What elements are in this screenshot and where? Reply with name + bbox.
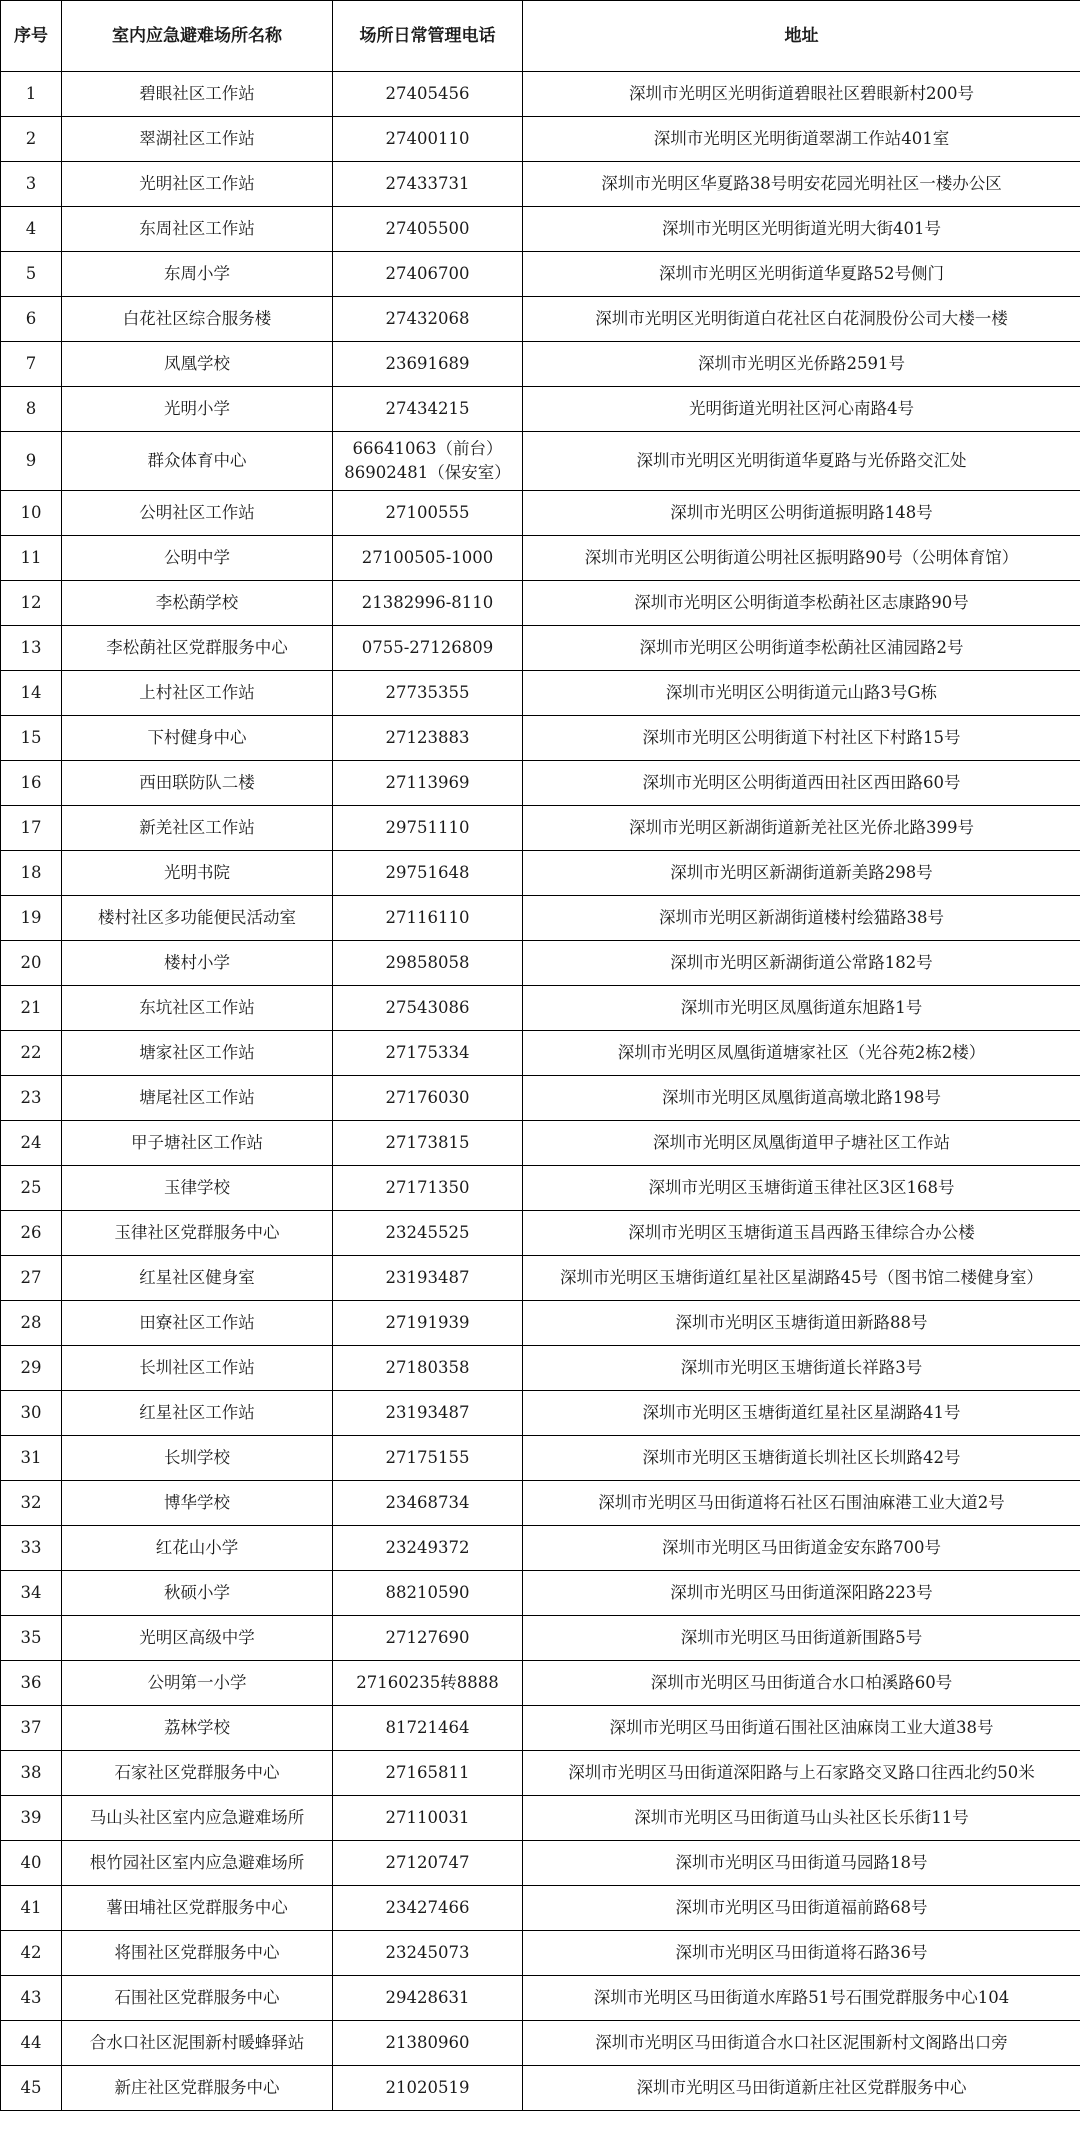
- cell-address: 深圳市光明区马田街道石围社区油麻岗工业大道38号: [523, 1706, 1080, 1751]
- cell-address: 深圳市光明区玉塘街道田新路88号: [523, 1301, 1080, 1346]
- cell-shelter-name: 根竹园社区室内应急避难场所: [62, 1841, 333, 1886]
- cell-index: 14: [1, 671, 62, 716]
- table-row: [1, 1076, 1080, 1121]
- cell-shelter-name: 马山头社区室内应急避难场所: [62, 1796, 333, 1841]
- phone-number: 23193487: [385, 1268, 470, 1287]
- cell-address: 深圳市光明区玉塘街道长圳社区长圳路42号: [523, 1436, 1080, 1481]
- cell-address: 深圳市光明区凤凰街道塘家社区（光谷苑2栋2楼）: [523, 1031, 1080, 1076]
- cell-phone: [333, 1661, 523, 1706]
- cell-shelter-name: 石家社区党群服务中心: [62, 1751, 333, 1796]
- phone-number: 27123883: [385, 728, 470, 747]
- cell-shelter-name: 下村健身中心: [62, 716, 333, 761]
- table-row: [1, 1616, 1080, 1661]
- phone-number: 66641063（前台）: [352, 439, 503, 458]
- table-row: [1, 1661, 1080, 1706]
- cell-address: 深圳市光明区公明街道李松蓢社区浦园路2号: [523, 626, 1080, 671]
- table-row: [1, 1391, 1080, 1436]
- cell-shelter-name: 公明第一小学: [62, 1661, 333, 1706]
- cell-phone: [333, 162, 523, 207]
- cell-index: 41: [1, 1886, 62, 1931]
- cell-shelter-name: 玉律学校: [62, 1166, 333, 1211]
- cell-address: 深圳市光明区马田街道新庄社区党群服务中心: [523, 2066, 1080, 2111]
- table-row: [1, 1796, 1080, 1841]
- cell-address: 深圳市光明区公明街道李松蓢社区志康路90号: [523, 581, 1080, 626]
- phone-number: 27165811: [385, 1763, 470, 1782]
- cell-index: 11: [1, 536, 62, 581]
- cell-phone: [333, 896, 523, 941]
- cell-address: 深圳市光明区马田街道水库路51号石围党群服务中心104: [523, 1976, 1080, 2021]
- header-row: [1, 1, 1080, 72]
- cell-address: 深圳市光明区华夏路38号明安花园光明社区一楼办公区: [523, 162, 1080, 207]
- cell-index: 37: [1, 1706, 62, 1751]
- cell-shelter-name: 秋硕小学: [62, 1571, 333, 1616]
- cell-index: 18: [1, 851, 62, 896]
- cell-index: 31: [1, 1436, 62, 1481]
- cell-shelter-name: 李松蓢学校: [62, 581, 333, 626]
- cell-phone: [333, 1346, 523, 1391]
- cell-shelter-name: 博华学校: [62, 1481, 333, 1526]
- cell-phone: [333, 1391, 523, 1436]
- cell-shelter-name: 塘尾社区工作站: [62, 1076, 333, 1121]
- cell-address: 光明街道光明社区河心南路4号: [523, 387, 1080, 432]
- cell-shelter-name: 公明社区工作站: [62, 491, 333, 536]
- phone-number: 27180358: [385, 1358, 470, 1377]
- phone-number: 81721464: [385, 1718, 470, 1737]
- cell-phone: [333, 1031, 523, 1076]
- phone-number: 23245073: [385, 1943, 470, 1962]
- phone-number: 23468734: [385, 1493, 470, 1512]
- cell-index: 6: [1, 297, 62, 342]
- cell-index: 35: [1, 1616, 62, 1661]
- table-row: [1, 342, 1080, 387]
- cell-index: 16: [1, 761, 62, 806]
- cell-phone: [333, 1706, 523, 1751]
- cell-phone: [333, 1931, 523, 1976]
- cell-index: 21: [1, 986, 62, 1031]
- cell-index: 1: [1, 72, 62, 117]
- cell-index: 23: [1, 1076, 62, 1121]
- cell-index: 8: [1, 387, 62, 432]
- cell-phone: [333, 387, 523, 432]
- cell-shelter-name: 东周小学: [62, 252, 333, 297]
- cell-phone: [333, 581, 523, 626]
- cell-phone: [333, 342, 523, 387]
- cell-address: 深圳市光明区马田街道福前路68号: [523, 1886, 1080, 1931]
- phone-number: 27406700: [385, 264, 470, 283]
- cell-phone: [333, 72, 523, 117]
- table-row: [1, 806, 1080, 851]
- table-row: [1, 986, 1080, 1031]
- table-row: [1, 1166, 1080, 1211]
- cell-shelter-name: 红星社区健身室: [62, 1256, 333, 1301]
- table-row: [1, 1706, 1080, 1751]
- cell-address: 深圳市光明区公明街道下村社区下村路15号: [523, 716, 1080, 761]
- table-row: [1, 1121, 1080, 1166]
- table-row: [1, 297, 1080, 342]
- cell-phone: [333, 851, 523, 896]
- table-row: [1, 1976, 1080, 2021]
- cell-index: 17: [1, 806, 62, 851]
- cell-shelter-name: 凤凰学校: [62, 342, 333, 387]
- phone-number: 23427466: [385, 1898, 470, 1917]
- phone-number: 27113969: [385, 773, 470, 792]
- phone-number: 27120747: [385, 1853, 470, 1872]
- cell-address: 深圳市光明区光明街道翠湖工作站401室: [523, 117, 1080, 162]
- cell-shelter-name: 红花山小学: [62, 1526, 333, 1571]
- cell-index: 3: [1, 162, 62, 207]
- cell-shelter-name: 荔林学校: [62, 1706, 333, 1751]
- cell-index: 38: [1, 1751, 62, 1796]
- cell-index: 20: [1, 941, 62, 986]
- cell-index: 29: [1, 1346, 62, 1391]
- table-row: [1, 1751, 1080, 1796]
- cell-address: 深圳市光明区凤凰街道东旭路1号: [523, 986, 1080, 1031]
- cell-address: 深圳市光明区马田街道深阳路223号: [523, 1571, 1080, 1616]
- cell-index: 24: [1, 1121, 62, 1166]
- cell-address: 深圳市光明区公明街道公明社区振明路90号（公明体育馆）: [523, 536, 1080, 581]
- cell-index: 45: [1, 2066, 62, 2111]
- cell-shelter-name: 新羌社区工作站: [62, 806, 333, 851]
- cell-shelter-name: 楼村社区多功能便民活动室: [62, 896, 333, 941]
- phone-number: 27543086: [385, 998, 470, 1017]
- phone-number: 23193487: [385, 1403, 470, 1422]
- cell-phone: [333, 1571, 523, 1616]
- cell-shelter-name: 西田联防队二楼: [62, 761, 333, 806]
- cell-phone: [333, 207, 523, 252]
- cell-index: 42: [1, 1931, 62, 1976]
- phone-number: 27433731: [385, 174, 470, 193]
- phone-number: 21020519: [385, 2078, 470, 2097]
- cell-shelter-name: 将围社区党群服务中心: [62, 1931, 333, 1976]
- cell-phone: [333, 432, 523, 491]
- table-row: [1, 1346, 1080, 1391]
- phone-number: 27175155: [385, 1448, 470, 1467]
- cell-phone: [333, 1256, 523, 1301]
- cell-shelter-name: 东周社区工作站: [62, 207, 333, 252]
- table-row: [1, 1841, 1080, 1886]
- cell-index: 34: [1, 1571, 62, 1616]
- table-row: [1, 117, 1080, 162]
- table-row: [1, 387, 1080, 432]
- table-row: [1, 581, 1080, 626]
- cell-phone: [333, 1976, 523, 2021]
- cell-address: 深圳市光明区玉塘街道玉律社区3区168号: [523, 1166, 1080, 1211]
- cell-phone: [333, 1076, 523, 1121]
- table-row: [1, 1931, 1080, 1976]
- phone-number: 27400110: [385, 129, 470, 148]
- header-shelter-name: 室内应急避难场所名称: [62, 1, 333, 72]
- cell-index: 25: [1, 1166, 62, 1211]
- cell-shelter-name: 光明社区工作站: [62, 162, 333, 207]
- cell-address: 深圳市光明区马田街道合水口社区泥围新村文阁路出口旁: [523, 2021, 1080, 2066]
- cell-phone: [333, 1616, 523, 1661]
- phone-number: 29858058: [385, 953, 470, 972]
- cell-index: 32: [1, 1481, 62, 1526]
- cell-phone: [333, 297, 523, 342]
- phone-number: 86902481（保安室）: [344, 463, 511, 482]
- phone-number: 21382996-8110: [361, 593, 494, 612]
- table-row: [1, 896, 1080, 941]
- table-row: [1, 1211, 1080, 1256]
- cell-address: 深圳市光明区马田街道合水口柏溪路60号: [523, 1661, 1080, 1706]
- cell-shelter-name: 李松蓢社区党群服务中心: [62, 626, 333, 671]
- phone-number: 27160235转8888: [356, 1673, 499, 1692]
- table-row: [1, 491, 1080, 536]
- cell-address: 深圳市光明区公明街道元山路3号G栋: [523, 671, 1080, 716]
- cell-address: 深圳市光明区光明街道碧眼社区碧眼新村200号: [523, 72, 1080, 117]
- cell-shelter-name: 公明中学: [62, 536, 333, 581]
- table-row: [1, 1886, 1080, 1931]
- cell-phone: [333, 806, 523, 851]
- cell-shelter-name: 塘家社区工作站: [62, 1031, 333, 1076]
- cell-shelter-name: 红星社区工作站: [62, 1391, 333, 1436]
- cell-shelter-name: 碧眼社区工作站: [62, 72, 333, 117]
- table-row: [1, 1256, 1080, 1301]
- phone-number: 27175334: [385, 1043, 470, 1062]
- phone-number: 27434215: [385, 399, 470, 418]
- cell-index: 7: [1, 342, 62, 387]
- cell-shelter-name: 合水口社区泥围新村暖蜂驿站: [62, 2021, 333, 2066]
- cell-shelter-name: 楼村小学: [62, 941, 333, 986]
- cell-shelter-name: 长圳学校: [62, 1436, 333, 1481]
- cell-phone: [333, 1796, 523, 1841]
- cell-index: 40: [1, 1841, 62, 1886]
- cell-address: 深圳市光明区马田街道将石路36号: [523, 1931, 1080, 1976]
- cell-index: 36: [1, 1661, 62, 1706]
- cell-phone: [333, 1121, 523, 1166]
- phone-number: 0755-27126809: [361, 638, 494, 657]
- cell-phone: [333, 1436, 523, 1481]
- cell-shelter-name: 新庄社区党群服务中心: [62, 2066, 333, 2111]
- cell-index: 27: [1, 1256, 62, 1301]
- cell-index: 10: [1, 491, 62, 536]
- cell-address: 深圳市光明区玉塘街道红星社区星湖路45号（图书馆二楼健身室）: [523, 1256, 1080, 1301]
- table-row: [1, 671, 1080, 716]
- cell-phone: [333, 491, 523, 536]
- cell-phone: [333, 626, 523, 671]
- cell-address: 深圳市光明区新湖街道新美路298号: [523, 851, 1080, 896]
- table-row: [1, 162, 1080, 207]
- cell-shelter-name: 上村社区工作站: [62, 671, 333, 716]
- cell-index: 30: [1, 1391, 62, 1436]
- table-row: [1, 941, 1080, 986]
- table-row: [1, 851, 1080, 896]
- table-row: [1, 1571, 1080, 1616]
- phone-number: 27127690: [385, 1628, 470, 1647]
- cell-index: 22: [1, 1031, 62, 1076]
- cell-shelter-name: 长圳社区工作站: [62, 1346, 333, 1391]
- cell-phone: [333, 117, 523, 162]
- phone-number: 27191939: [385, 1313, 470, 1332]
- cell-address: 深圳市光明区公明街道振明路148号: [523, 491, 1080, 536]
- cell-address: 深圳市光明区玉塘街道玉昌西路玉律综合办公楼: [523, 1211, 1080, 1256]
- phone-number: 23245525: [385, 1223, 470, 1242]
- phone-number: 29751110: [385, 818, 470, 837]
- phone-number: 23249372: [385, 1538, 470, 1557]
- cell-shelter-name: 群众体育中心: [62, 432, 333, 491]
- cell-address: 深圳市光明区新湖街道楼村绘猫路38号: [523, 896, 1080, 941]
- cell-phone: [333, 671, 523, 716]
- table-row: [1, 1031, 1080, 1076]
- cell-index: 39: [1, 1796, 62, 1841]
- cell-shelter-name: 翠湖社区工作站: [62, 117, 333, 162]
- cell-index: 26: [1, 1211, 62, 1256]
- phone-number: 29428631: [385, 1988, 470, 2007]
- cell-phone: [333, 1211, 523, 1256]
- phone-number: 27173815: [385, 1133, 470, 1152]
- cell-index: 2: [1, 117, 62, 162]
- table-row: [1, 1526, 1080, 1571]
- table-row: [1, 626, 1080, 671]
- table-row: [1, 1301, 1080, 1346]
- cell-address: 深圳市光明区新湖街道公常路182号: [523, 941, 1080, 986]
- cell-address: 深圳市光明区凤凰街道高墩北路198号: [523, 1076, 1080, 1121]
- cell-address: 深圳市光明区光侨路2591号: [523, 342, 1080, 387]
- cell-shelter-name: 田寮社区工作站: [62, 1301, 333, 1346]
- cell-phone: [333, 2066, 523, 2111]
- phone-number: 21380960: [385, 2033, 470, 2052]
- cell-phone: [333, 252, 523, 297]
- table-row: [1, 716, 1080, 761]
- header-phone: 场所日常管理电话: [333, 1, 523, 72]
- phone-number: 27432068: [385, 309, 470, 328]
- phone-number: 27100505-1000: [361, 548, 494, 567]
- cell-shelter-name: 光明小学: [62, 387, 333, 432]
- cell-address: 深圳市光明区玉塘街道红星社区星湖路41号: [523, 1391, 1080, 1436]
- cell-phone: [333, 716, 523, 761]
- cell-address: 深圳市光明区马田街道将石社区石围油麻港工业大道2号: [523, 1481, 1080, 1526]
- cell-address: 深圳市光明区马田街道马园路18号: [523, 1841, 1080, 1886]
- table-row: [1, 207, 1080, 252]
- phone-number: 27116110: [385, 908, 470, 927]
- cell-phone: [333, 536, 523, 581]
- table-row: [1, 761, 1080, 806]
- cell-phone: [333, 2021, 523, 2066]
- cell-phone: [333, 761, 523, 806]
- table-header: [1, 1, 1080, 72]
- cell-shelter-name: 石围社区党群服务中心: [62, 1976, 333, 2021]
- phone-number: 29751648: [385, 863, 470, 882]
- phone-number: 88210590: [385, 1583, 470, 1602]
- cell-shelter-name: 东坑社区工作站: [62, 986, 333, 1031]
- phone-number: 27405500: [385, 219, 470, 238]
- header-index: 序号: [1, 1, 62, 72]
- table-body: [1, 72, 1080, 2111]
- table-row: [1, 2021, 1080, 2066]
- table-row: [1, 1481, 1080, 1526]
- cell-phone: [333, 1301, 523, 1346]
- phone-number: 27176030: [385, 1088, 470, 1107]
- header-address: 地址: [523, 1, 1080, 72]
- cell-phone: [333, 941, 523, 986]
- phone-number: 27110031: [385, 1808, 470, 1827]
- cell-phone: [333, 1166, 523, 1211]
- cell-phone: [333, 1886, 523, 1931]
- cell-index: 9: [1, 432, 62, 491]
- phone-number: 27735355: [385, 683, 470, 702]
- cell-address: 深圳市光明区马田街道金安东路700号: [523, 1526, 1080, 1571]
- table-row: [1, 1436, 1080, 1481]
- cell-phone: [333, 1841, 523, 1886]
- cell-index: 44: [1, 2021, 62, 2066]
- phone-number: 27171350: [385, 1178, 470, 1197]
- cell-phone: [333, 986, 523, 1031]
- cell-index: 5: [1, 252, 62, 297]
- cell-index: 28: [1, 1301, 62, 1346]
- cell-address: 深圳市光明区玉塘街道长祥路3号: [523, 1346, 1080, 1391]
- cell-address: 深圳市光明区光明街道华夏路与光侨路交汇处: [523, 432, 1080, 491]
- cell-shelter-name: 白花社区综合服务楼: [62, 297, 333, 342]
- cell-address: 深圳市光明区马田街道马山头社区长乐街11号: [523, 1796, 1080, 1841]
- cell-address: 深圳市光明区马田街道深阳路与上石家路交叉路口往西北约50米: [523, 1751, 1080, 1796]
- cell-shelter-name: 薯田埔社区党群服务中心: [62, 1886, 333, 1931]
- cell-shelter-name: 光明区高级中学: [62, 1616, 333, 1661]
- cell-phone: [333, 1481, 523, 1526]
- phone-number: 27405456: [385, 84, 470, 103]
- table-row: [1, 536, 1080, 581]
- cell-index: 4: [1, 207, 62, 252]
- cell-shelter-name: 甲子塘社区工作站: [62, 1121, 333, 1166]
- cell-index: 15: [1, 716, 62, 761]
- cell-address: 深圳市光明区凤凰街道甲子塘社区工作站: [523, 1121, 1080, 1166]
- cell-index: 13: [1, 626, 62, 671]
- cell-address: 深圳市光明区新湖街道新羌社区光侨北路399号: [523, 806, 1080, 851]
- phone-number: 23691689: [385, 354, 470, 373]
- cell-address: 深圳市光明区公明街道西田社区西田路60号: [523, 761, 1080, 806]
- table-row: [1, 72, 1080, 117]
- cell-phone: [333, 1751, 523, 1796]
- cell-index: 33: [1, 1526, 62, 1571]
- cell-shelter-name: 玉律社区党群服务中心: [62, 1211, 333, 1256]
- cell-address: 深圳市光明区光明街道光明大街401号: [523, 207, 1080, 252]
- cell-address: 深圳市光明区光明街道华夏路52号侧门: [523, 252, 1080, 297]
- cell-shelter-name: 光明书院: [62, 851, 333, 896]
- table-row: [1, 432, 1080, 491]
- cell-index: 12: [1, 581, 62, 626]
- phone-number: 27100555: [385, 503, 470, 522]
- table-row: [1, 252, 1080, 297]
- table-row: [1, 2066, 1080, 2111]
- cell-index: 43: [1, 1976, 62, 2021]
- cell-index: 19: [1, 896, 62, 941]
- cell-address: 深圳市光明区马田街道新围路5号: [523, 1616, 1080, 1661]
- cell-phone: [333, 1526, 523, 1571]
- cell-address: 深圳市光明区光明街道白花社区白花洞股份公司大楼一楼: [523, 297, 1080, 342]
